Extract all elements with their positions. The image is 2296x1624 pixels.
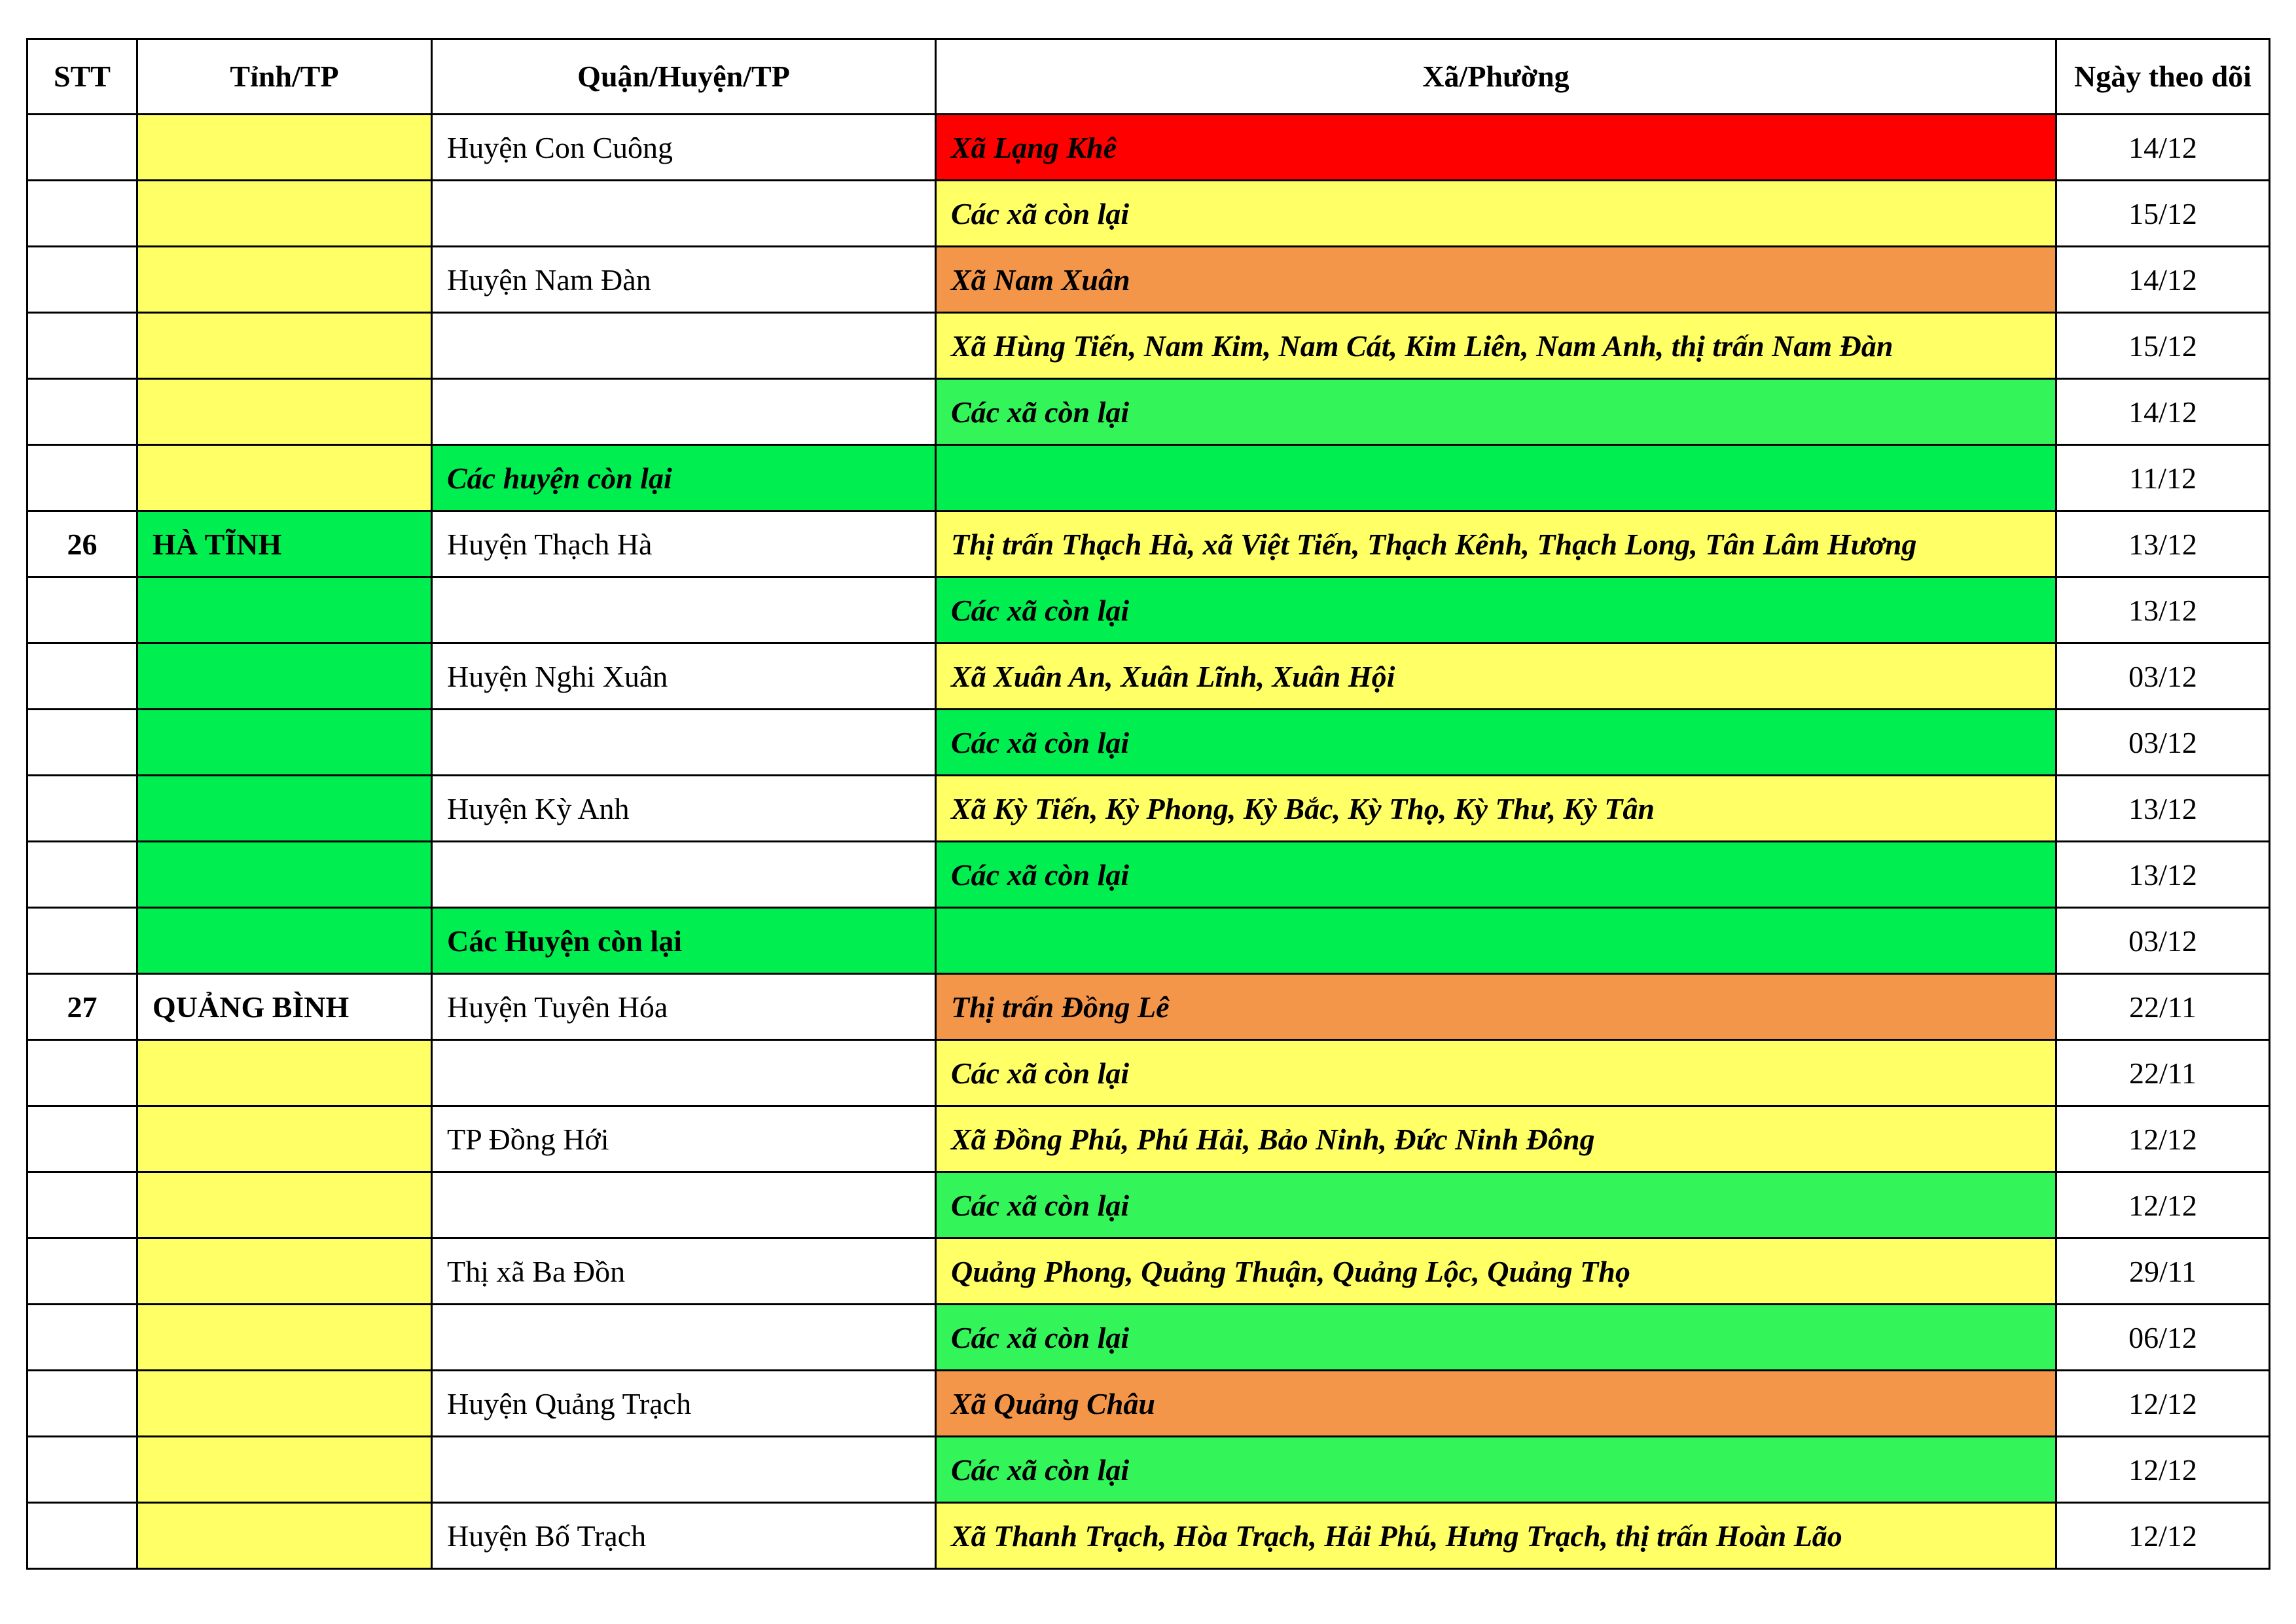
table-row <box>27 181 2270 247</box>
cell-district: Huyện Bố Trạch <box>432 1503 936 1569</box>
cell-date: 12/12 <box>2056 1172 2270 1238</box>
cell-district <box>432 1040 936 1106</box>
cell-district: Thị xã Ba Đồn <box>432 1238 936 1305</box>
table-row <box>27 1106 2270 1172</box>
table-row <box>27 1238 2270 1305</box>
cell-date: 15/12 <box>2056 181 2270 247</box>
header-province: Tỉnh/TP <box>137 39 432 115</box>
cell-district <box>432 710 936 776</box>
cell-stt <box>27 181 137 247</box>
cell-stt <box>27 776 137 842</box>
cell-province <box>137 1371 432 1437</box>
cell-date: 14/12 <box>2056 247 2270 313</box>
cell-district: Huyện Kỳ Anh <box>432 776 936 842</box>
cell-province: HÀ TĨNH <box>137 511 432 577</box>
cell-province <box>137 776 432 842</box>
cell-district <box>432 1305 936 1371</box>
cell-commune <box>936 445 2056 511</box>
cell-stt <box>27 1106 137 1172</box>
cell-commune: Các xã còn lại <box>936 181 2056 247</box>
cell-stt <box>27 577 137 643</box>
cell-commune: Các xã còn lại <box>936 842 2056 908</box>
cell-commune: Các xã còn lại <box>936 710 2056 776</box>
cell-stt <box>27 1238 137 1305</box>
cell-stt <box>27 115 137 181</box>
cell-date: 13/12 <box>2056 511 2270 577</box>
cell-stt <box>27 643 137 710</box>
cell-date: 12/12 <box>2056 1371 2270 1437</box>
table-row <box>27 842 2270 908</box>
table-row <box>27 710 2270 776</box>
cell-province <box>137 842 432 908</box>
cell-date: 29/11 <box>2056 1238 2270 1305</box>
table-row <box>27 379 2270 445</box>
cell-stt <box>27 710 137 776</box>
table-row <box>27 577 2270 643</box>
cell-stt <box>27 908 137 974</box>
cell-commune <box>936 908 2056 974</box>
table-row <box>27 115 2270 181</box>
table-row <box>27 1040 2270 1106</box>
header-row <box>27 39 2270 115</box>
table-row <box>27 1172 2270 1238</box>
cell-commune: Xã Lạng Khê <box>936 115 2056 181</box>
cell-date: 03/12 <box>2056 643 2270 710</box>
table-row <box>27 445 2270 511</box>
cell-district <box>432 181 936 247</box>
cell-province <box>137 710 432 776</box>
cell-commune: Quảng Phong, Quảng Thuận, Quảng Lộc, Quảng Thọ <box>936 1238 2056 1305</box>
table-body <box>27 115 2270 1569</box>
cell-district: Huyện Quảng Trạch <box>432 1371 936 1437</box>
header-date: Ngày theo dõi <box>2056 39 2270 115</box>
cell-date: 15/12 <box>2056 313 2270 379</box>
table-row <box>27 1503 2270 1569</box>
cell-commune: Thị trấn Thạch Hà, xã Việt Tiến, Thạch Kênh, Thạch Long, Tân Lâm Hương <box>936 511 2056 577</box>
cell-commune: Các xã còn lại <box>936 1172 2056 1238</box>
table-row <box>27 247 2270 313</box>
header-district: Quận/Huyện/TP <box>432 39 936 115</box>
cell-province <box>137 1503 432 1569</box>
cell-date: 03/12 <box>2056 710 2270 776</box>
cell-stt <box>27 1503 137 1569</box>
cell-stt <box>27 1305 137 1371</box>
cell-commune: Xã Kỳ Tiến, Kỳ Phong, Kỳ Bắc, Kỳ Thọ, Kỳ Thư, Kỳ Tân <box>936 776 2056 842</box>
cell-stt <box>27 1040 137 1106</box>
cell-district: Huyện Nghi Xuân <box>432 643 936 710</box>
cell-date: 22/11 <box>2056 1040 2270 1106</box>
cell-commune: Xã Thanh Trạch, Hòa Trạch, Hải Phú, Hưng Trạch, thị trấn Hoàn Lão <box>936 1503 2056 1569</box>
cell-province <box>137 247 432 313</box>
cell-stt <box>27 313 137 379</box>
cell-commune: Các xã còn lại <box>936 379 2056 445</box>
cell-province <box>137 1238 432 1305</box>
table-row <box>27 776 2270 842</box>
cell-date: 22/11 <box>2056 974 2270 1040</box>
cell-province <box>137 1305 432 1371</box>
cell-district: Huyện Thạch Hà <box>432 511 936 577</box>
header-stt: STT <box>27 39 137 115</box>
cell-province <box>137 313 432 379</box>
cell-date: 13/12 <box>2056 577 2270 643</box>
cell-date: 14/12 <box>2056 115 2270 181</box>
cell-province <box>137 1172 432 1238</box>
cell-district: TP Đồng Hới <box>432 1106 936 1172</box>
cell-province <box>137 1437 432 1503</box>
cell-stt: 26 <box>27 511 137 577</box>
cell-stt <box>27 1172 137 1238</box>
cell-province <box>137 1106 432 1172</box>
table-row <box>27 511 2270 577</box>
cell-province <box>137 643 432 710</box>
cell-province <box>137 115 432 181</box>
table-row <box>27 1437 2270 1503</box>
cell-province <box>137 181 432 247</box>
cell-date: 03/12 <box>2056 908 2270 974</box>
cell-province <box>137 1040 432 1106</box>
cell-province <box>137 379 432 445</box>
cell-commune: Các xã còn lại <box>936 1437 2056 1503</box>
cell-date: 06/12 <box>2056 1305 2270 1371</box>
cell-district <box>432 313 936 379</box>
cell-commune: Xã Nam Xuân <box>936 247 2056 313</box>
table-row <box>27 974 2270 1040</box>
cell-district: Huyện Nam Đàn <box>432 247 936 313</box>
cell-date: 11/12 <box>2056 445 2270 511</box>
cell-stt <box>27 445 137 511</box>
cell-district: Các Huyện còn lại <box>432 908 936 974</box>
cell-province <box>137 908 432 974</box>
cell-date: 12/12 <box>2056 1437 2270 1503</box>
cell-stt <box>27 379 137 445</box>
cell-province <box>137 577 432 643</box>
cell-date: 12/12 <box>2056 1106 2270 1172</box>
cell-commune: Xã Xuân An, Xuân Lĩnh, Xuân Hội <box>936 643 2056 710</box>
table-row <box>27 643 2270 710</box>
table-row <box>27 908 2270 974</box>
cell-province <box>137 445 432 511</box>
cell-district: Huyện Tuyên Hóa <box>432 974 936 1040</box>
monitoring-table <box>26 38 2270 1570</box>
cell-commune: Thị trấn Đồng Lê <box>936 974 2056 1040</box>
header-commune: Xã/Phường <box>936 39 2056 115</box>
cell-stt <box>27 247 137 313</box>
cell-district <box>432 1172 936 1238</box>
cell-province: QUẢNG BÌNH <box>137 974 432 1040</box>
table-row <box>27 313 2270 379</box>
cell-district <box>432 1437 936 1503</box>
cell-stt: 27 <box>27 974 137 1040</box>
cell-date: 13/12 <box>2056 842 2270 908</box>
cell-commune: Xã Hùng Tiến, Nam Kim, Nam Cát, Kim Liên, Nam Anh, thị trấn Nam Đàn <box>936 313 2056 379</box>
cell-commune: Các xã còn lại <box>936 1305 2056 1371</box>
cell-district <box>432 842 936 908</box>
cell-date: 13/12 <box>2056 776 2270 842</box>
table-row <box>27 1305 2270 1371</box>
cell-commune: Các xã còn lại <box>936 577 2056 643</box>
cell-district: Các huyện còn lại <box>432 445 936 511</box>
table-row <box>27 1371 2270 1437</box>
cell-commune: Các xã còn lại <box>936 1040 2056 1106</box>
cell-stt <box>27 842 137 908</box>
cell-commune: Xã Đồng Phú, Phú Hải, Bảo Ninh, Đức Ninh Đông <box>936 1106 2056 1172</box>
cell-district <box>432 577 936 643</box>
table-header <box>27 39 2270 115</box>
cell-stt <box>27 1371 137 1437</box>
cell-district <box>432 379 936 445</box>
cell-district: Huyện Con Cuông <box>432 115 936 181</box>
cell-date: 12/12 <box>2056 1503 2270 1569</box>
cell-date: 14/12 <box>2056 379 2270 445</box>
cell-stt <box>27 1437 137 1503</box>
cell-commune: Xã Quảng Châu <box>936 1371 2056 1437</box>
